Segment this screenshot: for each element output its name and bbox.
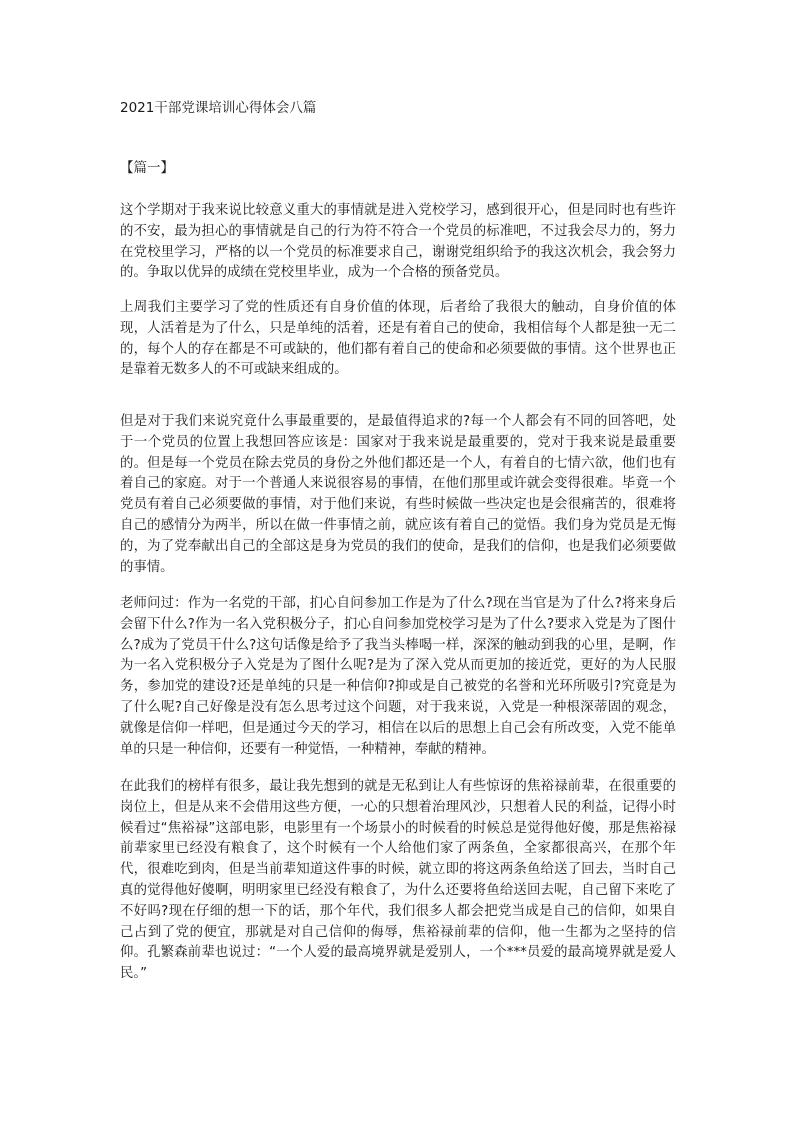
paragraph-5: 在此我们的榜样有很多，最让我先想到的就是无私到让人有些惊讶的焦裕禄前辈，在很重要的岗位上，但是从来不会借用这些方便，一心的只想着治理风沙，只想着人民的利益，记得小时候看过“焦裕禄”这部电影，电影里有一个场景小的时候看的时候总是觉得他好傻，那是焦裕禄前辈家里已经没有粮食了，这个时候有一个人给他们家了两条鱼，全家都很高兴，在那个年代，很难吃到肉，但是当前辈知道这件事的时候，就立即的将这两条鱼给送了回去，当时自己真的觉得他好傻啊，明明家里已经没有粮食了，为什么还要将鱼给送回去呢，自己留下来吃了不好吗?现在仔细的想一下的话，那个年代，我们很多人都会把党当成是自己的信仰，如果自己占到了党的便宜，那就是对自己信仰的侮辱，焦裕禄前辈的信仰，他一生都为之坚持的信仰。孔繁森前辈也说过：“一个人爱的最高境界就是爱别人，一个***员爱的最高境界就是爱人民。” [120,779,676,982]
paragraph-2: 上周我们主要学习了党的性质还有自身价值的体现，后者给了我很大的触动，自身价值的体现，人活着是为了什么，只是单纯的活着，还是有着自己的使命，我相信每个人都是独一无二的，每个人的存在都是不可或缺的，他们都有着自己的使命和必须要做的事情。这个世界也正是靠着无数多人的不可或缺来组成的。 [120,300,676,378]
paragraph-3: 但是对于我们来说究竟什么事最重要的，是最值得追求的?每一个人都会有不同的回答吧，处于一个党员的位置上我想回答应该是：国家对于我来说是最重要的，党对于我来说是最重要的。但是每一个党员在除去党员的身份之外他们都还是一个人，有着自的七情六欲，他们也有着自己的家庭。对于一个普通人来说很容易的事情，在他们那里或许就会变得很难。毕竟一个党员有着自己必须要做的事情，对于他们来说，有些时候做一些决定也是会很痛苦的，很难将自己的感情分为两半，所以在做一件事情之前，就应该有着自己的觉悟。我们身为党员是无悔的，为了党奉献出自己的全部这是身为党员的我们的使命，是我们的信仰，也是我们必须要做的事情。 [120,414,676,575]
document-title: 2021干部党课培训心得体会八篇 [120,100,317,116]
section-heading: 【篇一】 [120,160,174,176]
paragraph-4: 老师问过：作为一名党的干部，扪心自问参加工作是为了什么?现在当官是为了什么?将来身后会留下什么?作为一名入党积极分子，扪心自问参加党校学习是为了什么?要求入党是为了图什么?成为了党员干什么?这句话像是给予了我当头棒喝一样，深深的触动到我的心里，是啊，作为一名入党积极分子入党是为了图什么呢?是为了深入党从而更加的接近党，更好的为人民服务，参加党的建设?还是单纯的只是一种信仰?抑或是自己被党的名誉和光环所吸引?究竟是为了什么呢?自己好像是没有怎么思考过这个问题，对于我来说，入党是一种根深蒂固的观念，就像是信仰一样吧，但是通过今天的学习，相信在以后的思想上自己会有所改变，入党不能单单的只是一种信仰，还要有一种觉悟，一种精神，奉献的精神。 [120,596,676,757]
paragraph-1: 这个学期对于我来说比较意义重大的事情就是进入党校学习，感到很开心，但是同时也有些许的不安，最为担心的事情就是自己的行为符不符合一个党员的标准吧，不过我会尽力的，努力在党校里学习，严格的以一个党员的标准要求自己，谢谢党组织给予的我这次机会，我会努力的。争取以优异的成绩在党校里毕业，成为一个合格的预备党员。 [120,203,676,281]
